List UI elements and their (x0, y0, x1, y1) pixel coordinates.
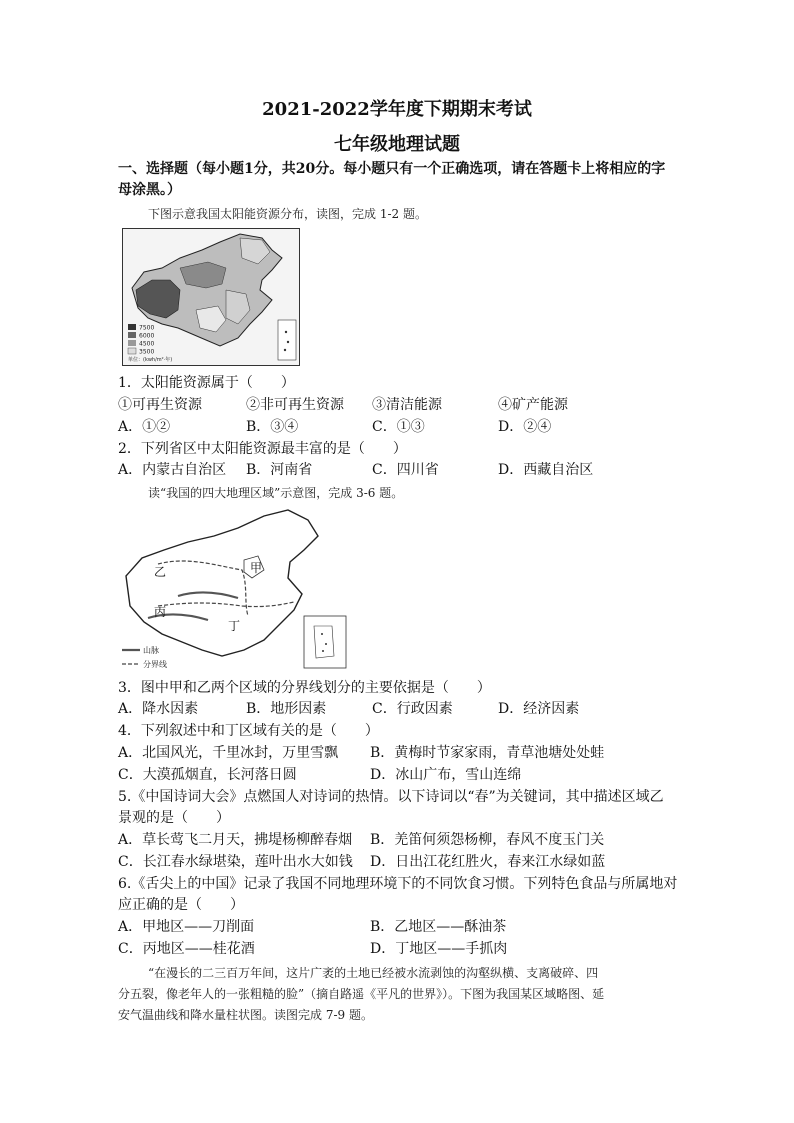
q1-option-d: D．②④ (498, 419, 552, 435)
q1-option-c: C．①③ (372, 419, 425, 435)
q2-option-c: C．四川省 (372, 462, 439, 478)
q6-stem-line1: 6.《舌尖上的中国》记录了我国不同地理环境下的不同饮食习惯。下列特色食品与所属地对 (118, 876, 678, 892)
q5-stem-line2: 景观的是（ ） (118, 810, 230, 826)
q6-option-d: D．丁地区——手抓肉 (370, 941, 508, 957)
legend-swatch-1 (128, 324, 136, 330)
intro-q1-2: 下图示意我国太阳能资源分布，读图，完成 1-2 题。 (148, 207, 427, 221)
legend-swatch-4 (128, 348, 136, 354)
q3-option-d: D．经济因素 (498, 701, 580, 717)
q2-option-b: B．河南省 (246, 462, 313, 478)
q6-option-b: B．乙地区——酥油茶 (370, 919, 507, 935)
q2-stem: 2．下列省区中太阳能资源最丰富的是（ ） (118, 441, 407, 457)
exam-title: 2021-2022学年度下期期末考试 (262, 99, 532, 120)
q3-option-b: B．地形因素 (246, 701, 327, 717)
legend-label-4: 3500 (139, 348, 155, 356)
intro-q3-6: 读“我国的四大地理区域”示意图，完成 3-6 题。 (148, 486, 404, 500)
q2-option-d: D．西藏自治区 (498, 462, 594, 478)
q4-stem: 4．下列叙述中和丁区域有关的是（ ） (118, 723, 379, 739)
q1-item-3: ③清洁能源 (372, 397, 442, 413)
legend-label-2: 6000 (139, 332, 155, 340)
legend-swatch-3 (128, 340, 136, 346)
passage-line2: 分五裂，像老年人的一张粗糙的脸”（摘自路遥《平凡的世界》）。下图为我国某区域略图、延 (118, 987, 605, 1001)
q6-option-c: C．丙地区——桂花酒 (118, 941, 255, 957)
section-heading-line2: 母涂黑。） (118, 182, 181, 198)
passage-line1: “在漫长的二三百万年间，这片广袤的土地已经被水流剥蚀的沟壑纵横、支离破碎、四 (148, 966, 599, 980)
q4-option-c: C．大漠孤烟直，长河落日圆 (118, 767, 297, 783)
q6-option-a: A．甲地区——刀削面 (118, 919, 255, 935)
q3-stem: 3．图中甲和乙两个区域的分界线划分的主要依据是（ ） (118, 680, 491, 696)
q4-option-d: D．冰山广布，雪山连绵 (370, 767, 522, 783)
region-label-jia: 甲 (250, 561, 263, 575)
q1-option-a: A．①② (118, 419, 171, 435)
q4-option-a: A．北国风光，千里冰封，万里雪飘 (118, 745, 339, 761)
q5-option-a: A．草长莺飞二月天，拂堤杨柳醉春烟 (118, 832, 353, 848)
legend-unit: 单位：(kwh/m²·年) (128, 357, 173, 363)
q1-stem: 1．太阳能资源属于（ ） (118, 375, 295, 391)
regions-map (118, 506, 350, 674)
q5-option-d: D．日出江花红胜火，春来江水绿如蓝 (370, 854, 606, 870)
q1-item-1: ①可再生资源 (118, 397, 202, 413)
region-label-ding: 丁 (228, 619, 241, 633)
solar-energy-map (122, 228, 300, 366)
q1-option-b: B．③④ (246, 419, 299, 435)
q5-option-b: B．羌笛何须怨杨柳，春风不度玉门关 (370, 832, 605, 848)
region-label-bing: 丙 (154, 605, 167, 619)
q3-option-c: C．行政因素 (372, 701, 453, 717)
exam-subtitle: 七年级地理试题 (334, 134, 460, 155)
legend-label-3: 4500 (139, 340, 155, 348)
legend-mountain-label: 山脉 (143, 646, 159, 655)
legend-label-1: 7500 (139, 324, 155, 332)
legend-swatch-2 (128, 332, 136, 338)
legend-boundary-label: 分界线 (143, 660, 167, 669)
region-label-yi: 乙 (154, 565, 167, 579)
q3-option-a: A．降水因素 (118, 701, 199, 717)
q1-item-2: ②非可再生资源 (246, 397, 344, 413)
q5-option-c: C．长江春水绿堪染，莲叶出水大如钱 (118, 854, 353, 870)
section-heading-line1: 一、选择题（每小题1分，共20分。每小题只有一个正确选项，请在答题卡上将相应的字 (118, 161, 666, 177)
q6-stem-line2: 应正确的是（ ） (118, 897, 244, 913)
passage-line3: 安气温曲线和降水量柱状图。读图完成 7-9 题。 (118, 1008, 373, 1022)
q2-option-a: A．内蒙古自治区 (118, 462, 227, 478)
q4-option-b: B．黄梅时节家家雨，青草池塘处处蛙 (370, 745, 605, 761)
q1-item-4: ④矿产能源 (498, 397, 568, 413)
q5-stem-line1: 5.《中国诗词大会》点燃国人对诗词的热情。以下诗词以“春”为关键词，其中描述区域乙 (118, 789, 664, 805)
